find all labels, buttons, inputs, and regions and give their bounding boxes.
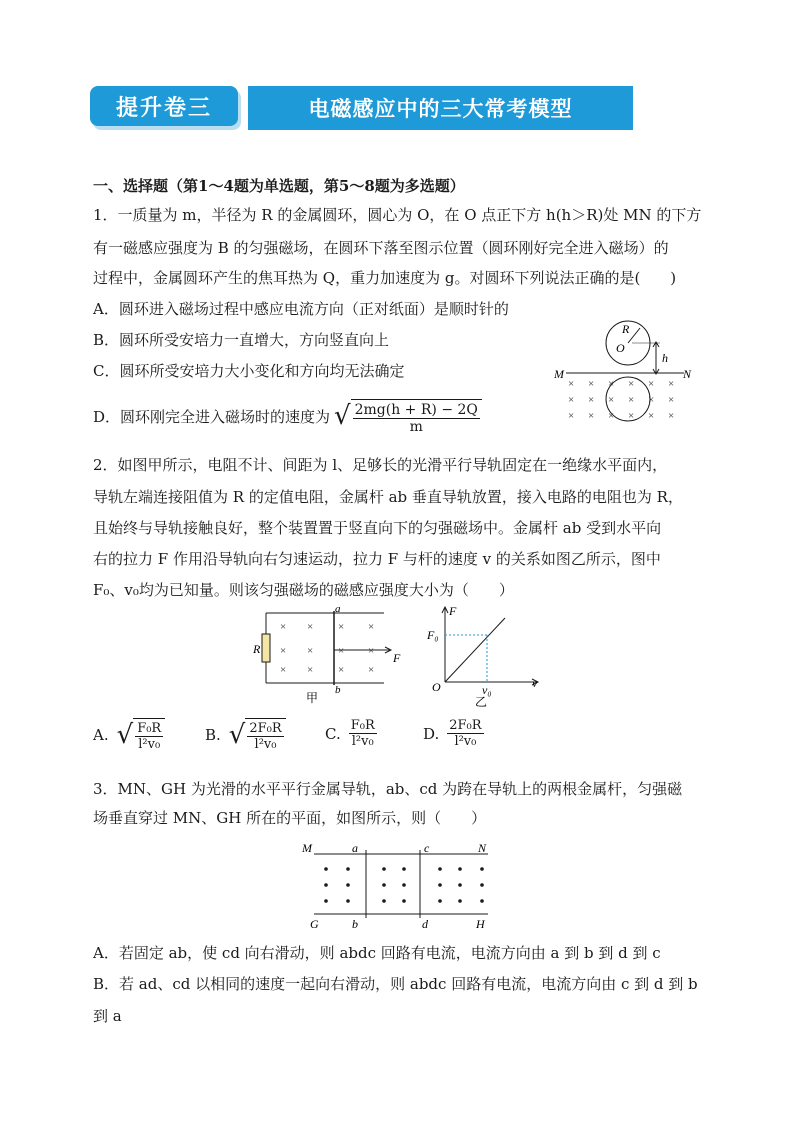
magnetic-field-crosses bbox=[568, 378, 674, 422]
field-cross: × bbox=[280, 664, 287, 676]
q2-line-3: 且始终与导轨接触良好，整个装置置于竖直向下的匀强磁场中。金属杆 ab 受到水平向 bbox=[93, 519, 662, 537]
field-dot bbox=[458, 867, 462, 871]
fraction-denominator: l²v₀ bbox=[254, 737, 277, 752]
q2-option-d bbox=[423, 718, 484, 749]
fig3-label-c: c bbox=[424, 841, 430, 855]
field-cross: × bbox=[628, 394, 635, 406]
field-dot bbox=[382, 899, 386, 903]
q2-option-label: D. bbox=[423, 724, 440, 743]
field-dot bbox=[382, 867, 386, 871]
field-cross: × bbox=[668, 394, 675, 406]
field-dot bbox=[346, 883, 350, 887]
field-cross: × bbox=[280, 621, 287, 633]
f-v-line bbox=[445, 618, 505, 682]
q2-option-label: A. bbox=[93, 726, 109, 744]
field-cross: × bbox=[338, 645, 345, 657]
fig3-label-d: d bbox=[422, 917, 428, 931]
field-cross: × bbox=[608, 410, 615, 422]
field-dot bbox=[346, 867, 350, 871]
field-dot bbox=[480, 867, 484, 871]
radius-line bbox=[628, 328, 640, 343]
fraction-denominator: l²v₀ bbox=[454, 734, 477, 749]
q2-line-1: 2．如图甲所示，电阻不计、间距为 l、足够长的光滑平行导轨固定在一绝缘水平面内， bbox=[93, 456, 668, 474]
q1-option-d-formula: √ $\frac{2mg(h + R) - 2Q}{m}$ bbox=[334, 399, 482, 435]
q2-option-fraction bbox=[135, 721, 163, 752]
field-dot bbox=[438, 867, 442, 871]
field-dot bbox=[324, 899, 328, 903]
q2-line-2: 导轨左端连接阻值为 R 的定值电阻，金属杆 ab 垂直导轨放置，接入电路的电阻也为 R， bbox=[93, 488, 683, 506]
fig2-label-r: R bbox=[253, 642, 261, 656]
field-cross: × bbox=[648, 378, 655, 390]
q3-option-a: A．若固定 ab，使 cd 向右滑动，则 abdc 回路有电流，电流方向由 a 到 b 到 d 到 c bbox=[93, 944, 661, 962]
fig1-label-o: O bbox=[616, 341, 625, 355]
q1-option-d-text: D．圆环刚完全进入磁场时的速度为 bbox=[93, 408, 331, 426]
q1-line-2: 有一磁感应强度为 B 的匀强磁场，在圆环下落至图示位置（圆环刚好完全进入磁场）的 bbox=[93, 239, 669, 257]
fig3-label-b: b bbox=[352, 917, 358, 931]
section-title: 一、选择题（第1～4题为单选题，第5～8题为多选题） bbox=[93, 177, 465, 195]
fig1-label-h: h bbox=[662, 351, 668, 365]
field-cross: × bbox=[338, 664, 345, 676]
square-root: √ $\frac{\text{F₀R}}{\text{l²v₀}}$ bbox=[117, 718, 166, 752]
field-cross: × bbox=[668, 378, 675, 390]
field-dot bbox=[346, 899, 350, 903]
field-dot bbox=[438, 883, 442, 887]
field-cross: × bbox=[568, 394, 575, 406]
q3-line-1: 3．MN、GH 为光滑的水平平行金属导轨，ab、cd 为跨在导轨上的两根金属杆，匀强磁 bbox=[93, 780, 683, 798]
page-title: 电磁感应中的三大常考模型 bbox=[248, 86, 633, 130]
field-dot bbox=[382, 883, 386, 887]
q2-line-4: 右的拉力 F 作用沿导轨向右匀速运动，拉力 F 与杆的速度 v 的关系如图乙所示，图中 bbox=[93, 550, 661, 568]
field-cross: × bbox=[628, 410, 635, 422]
field-cross: × bbox=[338, 621, 345, 633]
fraction-denominator: l²v₀ bbox=[138, 737, 161, 752]
field-cross: × bbox=[368, 621, 375, 633]
q3-figure bbox=[300, 836, 495, 932]
volume-badge: 提升卷三 bbox=[90, 86, 238, 126]
field-dot bbox=[438, 899, 442, 903]
graph-label-v0: v₀ bbox=[482, 683, 492, 697]
fig1-label-n: N bbox=[683, 367, 692, 381]
q3-option-b-line-1: B．若 ad、cd 以相同的速度一起向右滑动，则 abdc 回路有电流，电流方向由 c 到 d 到 b bbox=[93, 975, 698, 993]
field-cross: × bbox=[608, 378, 615, 390]
fig3-label-g: G bbox=[310, 917, 319, 931]
q2-option-fraction bbox=[447, 718, 483, 749]
graph-label-origin: O bbox=[432, 680, 441, 694]
field-cross: × bbox=[648, 410, 655, 422]
field-cross: × bbox=[307, 645, 314, 657]
field-dot bbox=[402, 883, 406, 887]
fig2-label-b: b bbox=[335, 684, 341, 696]
field-cross: × bbox=[280, 645, 287, 657]
field-dot bbox=[402, 867, 406, 871]
q2-option-a bbox=[93, 718, 165, 752]
square-root: √ $\frac{\text{2F₀R}}{\text{l²v₀}}$ bbox=[229, 718, 286, 752]
q1-figure bbox=[554, 316, 694, 434]
resistor bbox=[262, 634, 270, 662]
magnetic-field-dots bbox=[324, 867, 484, 903]
fraction-denominator: l²v₀ bbox=[351, 734, 374, 749]
q1-option-d bbox=[93, 399, 482, 435]
field-cross: × bbox=[628, 378, 635, 390]
fig1-label-r: R bbox=[622, 322, 630, 336]
fig3-label-m: M bbox=[302, 841, 312, 855]
field-cross: × bbox=[588, 378, 595, 390]
field-cross: × bbox=[668, 410, 675, 422]
graph-label-f0: F₀ bbox=[427, 628, 439, 642]
fig3-label-a: a bbox=[352, 841, 358, 855]
field-dot bbox=[402, 899, 406, 903]
fraction-numerator: F₀R bbox=[137, 721, 162, 736]
q2-option-label: B. bbox=[205, 726, 221, 744]
fraction-numerator: F₀R bbox=[350, 718, 375, 733]
q3-option-b-line-2: 到 a bbox=[93, 1007, 122, 1025]
q1-option-a: A．圆环进入磁场过程中感应电流方向（正对纸面）是顺时针的 bbox=[93, 300, 509, 318]
fig2-label-a: a bbox=[335, 606, 341, 615]
field-cross: × bbox=[568, 410, 575, 422]
field-cross: × bbox=[368, 664, 375, 676]
field-cross: × bbox=[608, 394, 615, 406]
field-cross: × bbox=[368, 645, 375, 657]
q2-line-5: F₀、v₀均为已知量。则该匀强磁场的磁感应强度大小为（ ） bbox=[93, 581, 514, 599]
fig3-label-n: N bbox=[478, 841, 487, 855]
q2-option-fraction bbox=[247, 721, 283, 752]
field-dot bbox=[458, 883, 462, 887]
figure-caption-yi: 乙 bbox=[475, 695, 488, 708]
graph-label-f: F bbox=[449, 604, 457, 618]
q1-line-1: 1．一质量为 m，半径为 R 的金属圆环，圆心为 O，在 O 点正下方 h(h＞R)处 MN 的下方 bbox=[93, 206, 702, 224]
q2-option-b bbox=[205, 718, 286, 752]
q1-option-b: B．圆环所受安培力一直增大，方向竖直向上 bbox=[93, 331, 390, 349]
q2-figure-yi bbox=[425, 602, 545, 708]
magnetic-field-crosses-2 bbox=[280, 621, 374, 676]
q3-line-2: 场垂直穿过 MN、GH 所在的平面，如图所示，则（ ） bbox=[93, 809, 487, 827]
fig1-label-m: M bbox=[554, 367, 564, 381]
q1-option-d-denominator: m bbox=[409, 419, 423, 435]
field-dot bbox=[324, 883, 328, 887]
field-cross: × bbox=[648, 394, 655, 406]
fig2-label-f: F bbox=[393, 651, 401, 665]
field-dot bbox=[458, 899, 462, 903]
field-cross: × bbox=[307, 621, 314, 633]
field-cross: × bbox=[307, 664, 314, 676]
figure-caption-jia: 甲 bbox=[306, 691, 319, 705]
fraction-numerator: 2F₀R bbox=[449, 718, 482, 733]
field-cross: × bbox=[588, 394, 595, 406]
q1-line-3: 过程中，金属圆环产生的焦耳热为 Q，重力加速度为 g。对圆环下列说法正确的是( ) bbox=[93, 269, 677, 287]
field-cross: × bbox=[588, 410, 595, 422]
q2-option-fraction bbox=[349, 718, 377, 749]
field-cross: × bbox=[568, 378, 575, 390]
field-dot bbox=[480, 883, 484, 887]
fig3-label-h: H bbox=[476, 917, 485, 931]
q1-option-c: C．圆环所受安培力大小变化和方向均无法确定 bbox=[93, 362, 405, 380]
fraction-numerator: 2F₀R bbox=[249, 721, 282, 736]
field-dot bbox=[324, 867, 328, 871]
graph-label-v: v bbox=[532, 676, 538, 690]
q2-option-c bbox=[325, 718, 377, 749]
field-dot bbox=[480, 899, 484, 903]
q2-figure-jia bbox=[250, 606, 410, 708]
q2-option-label: C. bbox=[325, 724, 341, 743]
q1-option-d-numerator: 2mg(h + R) − 2Q bbox=[354, 402, 478, 418]
